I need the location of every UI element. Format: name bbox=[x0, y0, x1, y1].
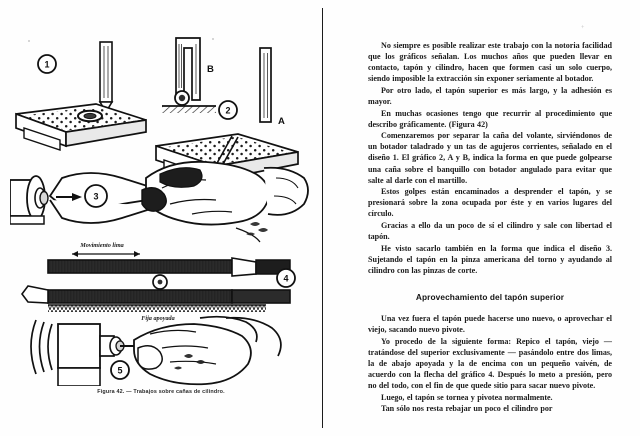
paragraph: No siempre es posible realizar este trabajo con la notoria facilidad que los gráficos señalan. Los muchos años que pueden llevar en contacto, tapón y cilindro, hacen que formen casi un solo cuerpo, siendo imposible la extracción sin exponer seriamente al botador. bbox=[368, 41, 612, 84]
figure-illustration bbox=[10, 28, 312, 386]
paragraph: Estos golpes están encaminados a desprender el tapón, y se presionará sobre la zona ocupada por éste y en varios lugares del círculo. bbox=[368, 187, 612, 219]
lima-superior bbox=[48, 258, 290, 276]
paragraph: Gracias a ello da un poco de sí el cilindro y sale con libertad el tapón. bbox=[368, 221, 612, 242]
paragraph: Una vez fuera el tapón puede hacerse uno nuevo, o aprovechar el viejo, sacando nuevo pivote. bbox=[368, 313, 612, 335]
paragraph: Luego, el tapón se tornea y pivotea normalmente. bbox=[381, 392, 553, 402]
svg-text:1: 1 bbox=[44, 59, 50, 70]
svg-text:4: 4 bbox=[283, 273, 289, 284]
apoyo-hatching bbox=[48, 305, 266, 322]
body-text-column bbox=[368, 40, 612, 415]
cuerpo-torno bbox=[58, 324, 140, 386]
tapon-entre-limas bbox=[153, 275, 167, 289]
diagram-label-4 bbox=[277, 269, 295, 287]
paragraph: Yo procedo de la siguiente forma: Repico el tapón, viejo — tratándose del superior exclusivamente — pasándolo entre dos limas, la de abajo apoyada y la de encima con un pequeño vaivén, de acuerdo con la flecha del gráfico 4. Después lo meto a presión, pero no del todo, con el fin de que quede sitio para sacar nuevo pivote. bbox=[368, 336, 612, 391]
paragraph: En muchas ocasiones tengo que recurrir al procedimiento que describo gráficamente. (Figura 42) bbox=[368, 108, 612, 129]
svg-text:2: 2 bbox=[225, 105, 231, 116]
diagram-4-two-files bbox=[22, 242, 295, 322]
scan-corner-mark: + bbox=[581, 25, 585, 31]
diagram-label-1 bbox=[38, 55, 56, 73]
diagram-1-punch-and-block bbox=[16, 42, 146, 150]
botador-taladrado bbox=[100, 42, 112, 112]
paragraph: Comenzaremos por separar la caña del volante, sirviéndonos de un botador taladrado y un tas de agujeros corrientes, señalado en el diseño 1. El gráfico 2, A y B, indica la forma en que puede golpearse una caña sobre el banquillo con botador angulado para evitar que salte al darle con el martillo. bbox=[368, 131, 612, 185]
botador-angulado-B bbox=[175, 38, 214, 105]
paragraph: Tan sólo nos resta rebajar un poco el cilindro por bbox=[381, 404, 553, 414]
diagram-3-lathe-and-pliers bbox=[10, 162, 308, 242]
annotation-text-movimiento-lima: Movimiento lima bbox=[80, 242, 124, 249]
svg-text:3: 3 bbox=[93, 191, 99, 202]
diagram-label-5 bbox=[111, 361, 129, 379]
mano-trabajando bbox=[134, 317, 281, 385]
botador-recto-A bbox=[260, 48, 285, 127]
annotation-text-fija-apoyada: Fija apoyada bbox=[141, 315, 175, 322]
tas-de-agujeros bbox=[16, 104, 146, 150]
lineas-movimiento bbox=[31, 320, 52, 374]
svg-text:5: 5 bbox=[117, 365, 123, 376]
mano-sujetando bbox=[142, 162, 308, 242]
diagram-5-hand-at-lathe bbox=[31, 317, 281, 386]
svg-text:B: B bbox=[207, 64, 214, 75]
figure-caption: Figura 42. — Trabajos sobre cañas de cilindro. bbox=[97, 389, 225, 395]
section-heading: Aprovechamiento del tapón superior bbox=[415, 291, 565, 302]
annotation-movimiento-lima bbox=[72, 242, 140, 257]
virutas bbox=[246, 222, 268, 236]
svg-text:A: A bbox=[278, 116, 285, 127]
pinza-americana-torno bbox=[10, 176, 48, 224]
diagram-label-2 bbox=[219, 101, 237, 119]
bench-surface bbox=[162, 106, 216, 113]
paragraph: He visto sacarlo también en la forma que indica el diseño 3. Sujetando el tapón en la pinza americana del torno y ayudando al cilindro con las pinzas de corte. bbox=[368, 243, 612, 275]
right-page bbox=[323, 0, 640, 436]
paragraph: Por otro lado, el tapón superior es más largo, y la adhesión es mayor. bbox=[368, 85, 612, 106]
